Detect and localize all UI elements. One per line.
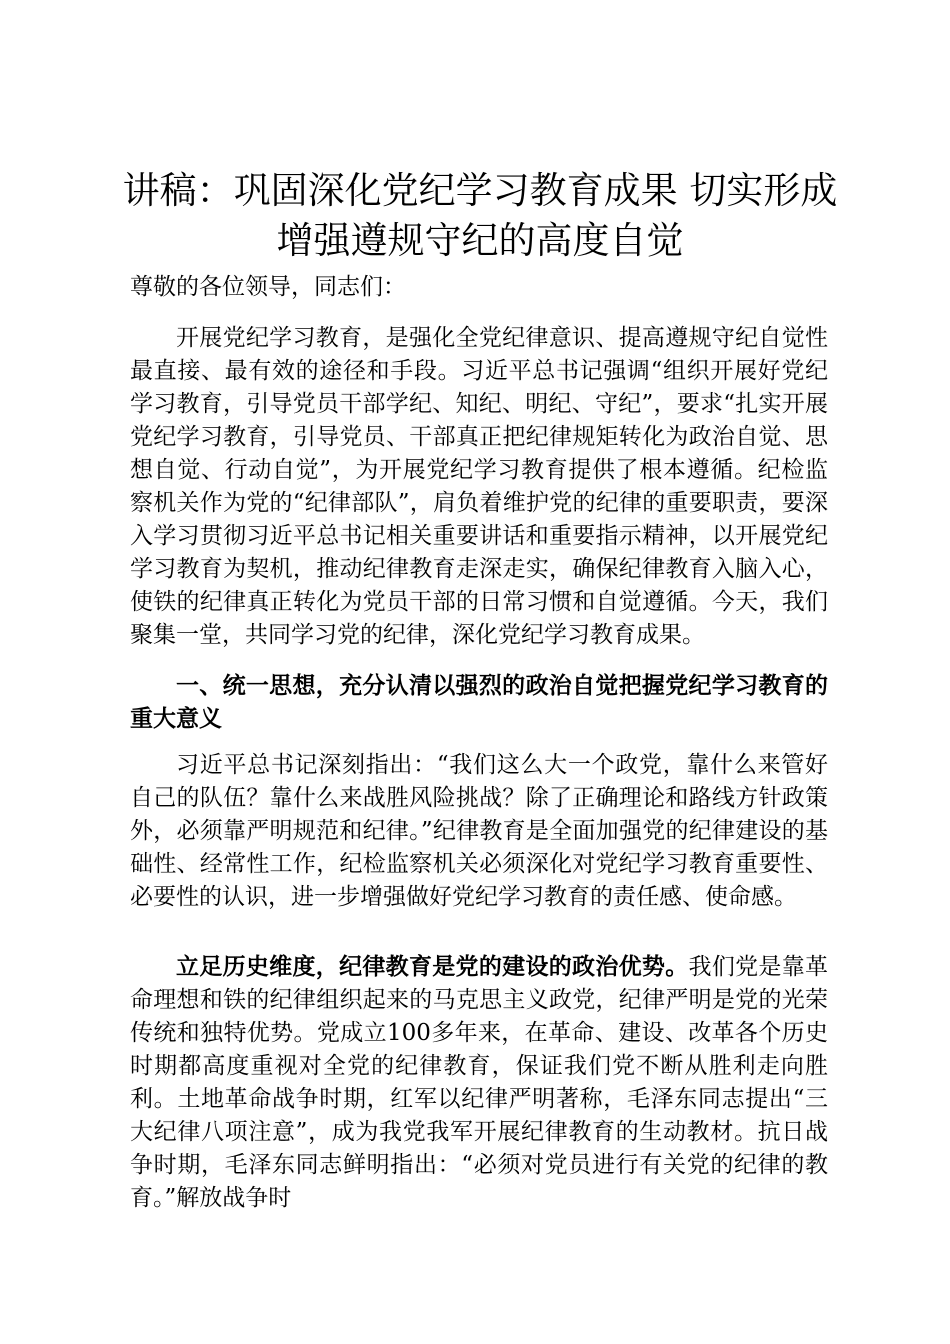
paragraph-lead-bold: 立足历史维度，纪律教育是党的建设的政治优势。 bbox=[176, 953, 689, 980]
paragraph-history bbox=[130, 950, 828, 1215]
page-title bbox=[120, 166, 840, 266]
title-line-1: 讲稿：巩固深化党纪学习教育成果 切实形成 bbox=[122, 169, 838, 212]
salutation: 尊敬的各位领导，同志们： bbox=[130, 274, 406, 300]
section-heading-1: 一、统一思想，充分认清以强烈的政治自觉把握党纪学习教育的重大意义 bbox=[130, 672, 828, 732]
paragraph-section1: 习近平总书记深刻指出：“我们这么大一个政党，靠什么来管好自己的队伍？靠什么来战胜风险挑战？除了正确理论和路线方针政策外，必须靠严明规范和纪律。”纪律教育是全面加强党的纪律建设的基础性、经常性工作，纪检监察机关必须深化对党纪学习教育重要性、必要性的认识，进一步增强做好党纪学习教育的责任感、使命感。 bbox=[130, 752, 828, 910]
paragraph-rest: 我们党是靠革命理想和铁的纪律组织起来的马克思主义政党，纪律严明是党的光荣传统和独特优势。党成立100多年来，在革命、建设、改革各个历史时期都高度重视对全党的纪律教育，保证我们党不断从胜利走向胜利。土地革命战争时期，红军以纪律严明著称，毛泽东同志提出“三大纪律八项注意”，成为我党我军开展纪律教育的生动教材。抗日战争时期，毛泽东同志鲜明指出：“必须对党员进行有关党的纪律的教育。”解放战争时 bbox=[130, 954, 829, 1211]
paragraph-intro: 开展党纪学习教育，是强化全党纪律意识、提高遵规守纪自觉性最直接、最有效的途径和手段。习近平总书记强调“组织开展好党纪学习教育，引导党员干部学纪、知纪、明纪、守纪”，要求“扎实开展党纪学习教育，引导党员、干部真正把纪律规矩转化为政治自觉、思想自觉、行动自觉”，为开展党纪学习教育提供了根本遵循。纪检监察机关作为党的“纪律部队”，肩负着维护党的纪律的重要职责，要深入学习贯彻习近平总书记相关重要讲话和重要指示精神，以开展党纪学习教育为契机，推动纪律教育走深走实，确保纪律教育入脑入心，使铁的纪律真正转化为党员干部的日常习惯和自觉遵循。今天，我们聚集一堂，共同学习党的纪律，深化党纪学习教育成果。 bbox=[130, 325, 828, 648]
title-line-2: 增强遵规守纪的高度自觉 bbox=[276, 219, 684, 262]
